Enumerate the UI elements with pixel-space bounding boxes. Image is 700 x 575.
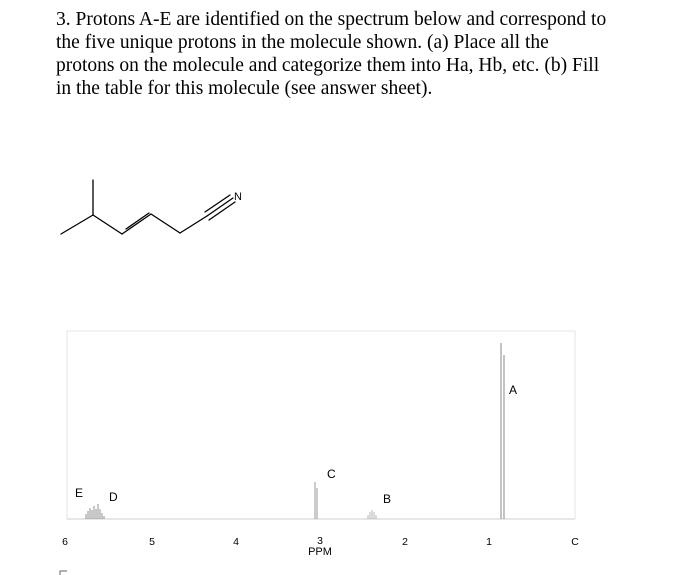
methyl-bond-left bbox=[61, 215, 93, 234]
nitrogen-label: N bbox=[234, 191, 242, 203]
tick-label-0: C bbox=[571, 536, 579, 548]
axis-title-ppm: PPM bbox=[308, 546, 332, 558]
triple-bond-3 bbox=[209, 202, 235, 220]
peak-label-c: C bbox=[327, 467, 336, 481]
tick-label-2: 2 bbox=[402, 536, 408, 548]
question-line-4: in the table for this molecule (see answer sheet). bbox=[56, 78, 433, 99]
peak-e-multiplet bbox=[86, 506, 96, 519]
tick-label-1: 1 bbox=[486, 536, 492, 548]
tick-label-4: 4 bbox=[233, 536, 239, 548]
chain-bond-3 bbox=[180, 216, 207, 233]
question-line-3: protons on the molecule and categorize them into Ha, Hb, etc. (b) Fill bbox=[56, 55, 600, 76]
peak-label-b: B bbox=[383, 492, 392, 506]
peak-c-singlet bbox=[315, 482, 317, 519]
cropped-glyph bbox=[60, 571, 67, 575]
peak-label-d: D bbox=[109, 490, 118, 504]
peak-label-a: A bbox=[509, 383, 518, 397]
triple-bond-1 bbox=[207, 198, 233, 216]
chain-bond-1 bbox=[93, 215, 122, 234]
tick-label-6: 6 bbox=[62, 536, 68, 548]
double-bond-inner bbox=[126, 213, 149, 229]
tick-label-3: 3 bbox=[317, 535, 323, 547]
peak-d-multiplet bbox=[98, 504, 104, 519]
spectrum-frame bbox=[67, 331, 575, 519]
chain-bond-2 bbox=[151, 214, 180, 233]
question-line-1: 3. Protons A-E are identified on the spectrum below and correspond to bbox=[56, 9, 607, 30]
peak-b-multiplet bbox=[368, 510, 376, 519]
molecule-structure bbox=[61, 180, 235, 234]
peak-label-e: E bbox=[75, 486, 84, 500]
question-line-2: the five unique protons in the molecule shown. (a) Place all the bbox=[56, 32, 549, 53]
tick-label-5: 5 bbox=[149, 536, 155, 548]
peak-a-doublet bbox=[501, 343, 504, 519]
double-bond-outer bbox=[122, 214, 151, 234]
